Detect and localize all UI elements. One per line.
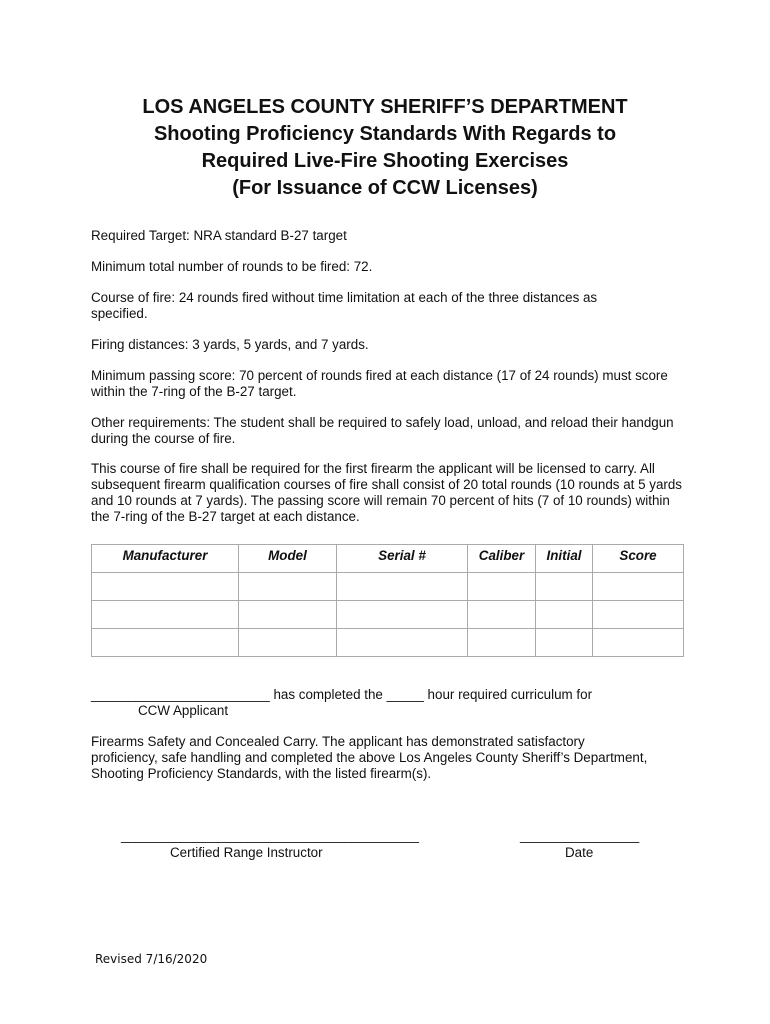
date-line: ________________ [520, 828, 640, 843]
required-target: Required Target: NRA standard B-27 target [91, 228, 347, 243]
title-line-3: Required Live-Fire Shooting Exercises [201, 150, 569, 172]
cell[interactable] [92, 573, 239, 601]
title-line-4: (For Issuance of CCW Licenses) [232, 177, 538, 199]
cell[interactable] [468, 601, 536, 629]
completion-text: Firearms Safety and Concealed Carry. The applicant has demonstrated satisfactory proficiency, safe handling and completed the above Los Angeles County Sheriff’s Department, Shooting Proficiency Standards, with the listed firearm(s). [91, 734, 648, 781]
header-model: Model [239, 545, 337, 573]
course-of-fire: Course of fire: 24 rounds fired without time limitation at each of the three distances as specified. [91, 290, 598, 321]
minimum-passing-score: Minimum passing score: 70 percent of rounds fired at each distance (17 of 24 rounds) must score within the 7-ring of the B-27 target. [91, 368, 668, 399]
instructor-signature-line: ________________________________________ [121, 828, 419, 843]
firing-distances: Firing distances: 3 yards, 5 yards, and 7 yards. [91, 337, 369, 352]
cell[interactable] [337, 601, 468, 629]
cell[interactable] [536, 601, 593, 629]
header-manufacturer: Manufacturer [92, 545, 239, 573]
cell[interactable] [593, 573, 684, 601]
cell[interactable] [337, 573, 468, 601]
date-label: Date [565, 845, 594, 860]
ccw-applicant-label: CCW Applicant [138, 703, 229, 718]
cell[interactable] [536, 629, 593, 657]
revision-date: Revised 7/16/2020 [95, 952, 208, 966]
cell[interactable] [536, 573, 593, 601]
header-initial: Initial [536, 545, 593, 573]
cell[interactable] [593, 601, 684, 629]
header-score: Score [593, 545, 684, 573]
cell[interactable] [239, 601, 337, 629]
cell[interactable] [239, 629, 337, 657]
cell[interactable] [468, 629, 536, 657]
completion-line: ________________________ has completed the _____ hour required curriculum for [91, 687, 593, 702]
cell[interactable] [239, 573, 337, 601]
cell[interactable] [92, 629, 239, 657]
title-agency: LOS ANGELES COUNTY SHERIFF’S DEPARTMENT [142, 96, 628, 118]
cell[interactable] [92, 601, 239, 629]
other-requirements: Other requirements: The student shall be required to safely load, unload, and reload their handgun during the course of fire. [91, 415, 674, 446]
header-caliber: Caliber [468, 545, 536, 573]
table-row [92, 573, 684, 601]
course-note: This course of fire shall be required for the first firearm the applicant will be licensed to carry. All subsequent firearm qualification courses of fire shall consist of 20 total rounds (10 rounds at 5 yards and 10 rounds at 7 yards). The passing score will remain 70 percent of hits (7 of 10 rounds) within the 7-ring of the B-27 target at each distance. [91, 461, 682, 524]
table-row [92, 601, 684, 629]
table-header-row [92, 545, 684, 573]
firearm-table [91, 544, 684, 657]
instructor-label: Certified Range Instructor [170, 845, 323, 860]
header-serial: Serial # [337, 545, 468, 573]
document-title [0, 94, 770, 202]
cell[interactable] [593, 629, 684, 657]
cell[interactable] [468, 573, 536, 601]
table-row [92, 629, 684, 657]
minimum-rounds: Minimum total number of rounds to be fired: 72. [91, 259, 373, 274]
cell[interactable] [337, 629, 468, 657]
title-line-2: Shooting Proficiency Standards With Regards to [153, 123, 617, 145]
